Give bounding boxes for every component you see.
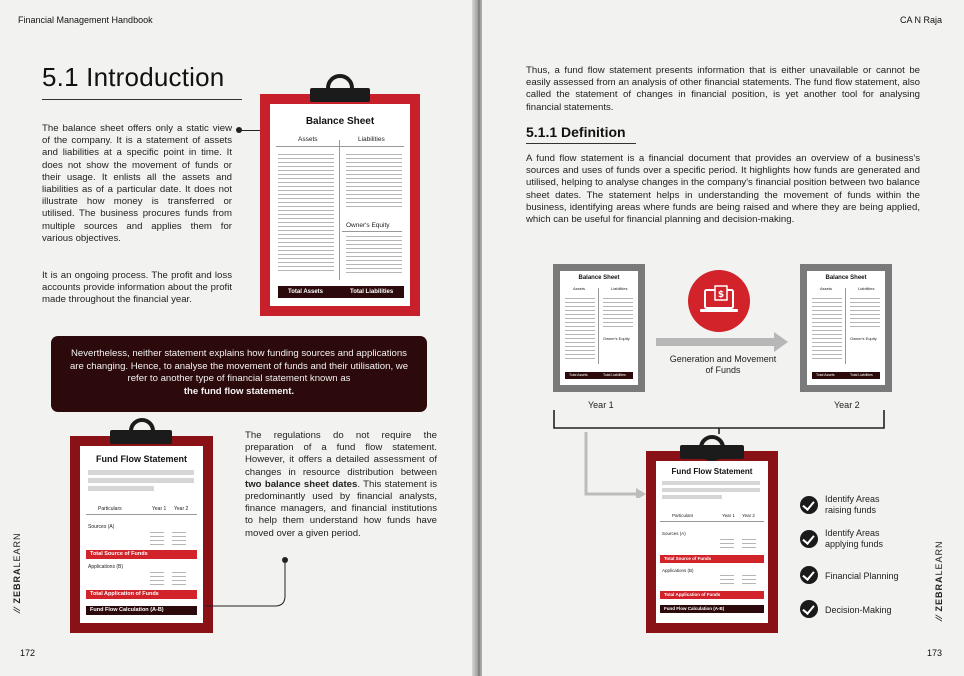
bs1-liabilities: Liabilities xyxy=(611,286,628,291)
para3-bold: two balance sheet dates xyxy=(245,478,358,490)
ffs2-sources: Sources (A) xyxy=(662,531,686,536)
money-laptop-icon xyxy=(688,270,750,332)
section-title: 5.1 Introduction xyxy=(42,62,225,92)
bs-owners-equity: Owner's Equity xyxy=(346,222,390,229)
ffs-placeholder xyxy=(88,470,194,475)
bs-year1-clipboard xyxy=(553,264,645,392)
page-number: 173 xyxy=(926,648,942,658)
bs2-total-assets: Total Assets xyxy=(816,373,835,377)
check-icon xyxy=(800,530,818,548)
bs-equity-lines xyxy=(346,236,402,276)
definition-paragraph: A fund flow statement is a financial document that provides an overview of a business's sources and uses of funds over a specific period. It highlights how funds are generated and utilised, helping to analyse changes in the company's financial position between two balance sheet dates. The statement helps in understanding the movement of funds within the business, identifying areas where funds are being raised and where they are being applied, which can be useful for financial planning and decision-making. xyxy=(526,153,920,226)
check-item-1: Identify Areas raising funds xyxy=(825,494,880,515)
bs-liability-lines xyxy=(346,154,402,210)
intro-paragraph: Thus, a fund flow statement presents information that is either unavailable or cannot be easily assessed from an analysis of other financial statements. The fund flow statement, also called the statement of changes in financial position, is yet another tool for analysing financial statements. xyxy=(526,65,920,113)
running-header: CA N Raja xyxy=(899,15,942,25)
connector-dot xyxy=(236,127,242,133)
bs-divider xyxy=(339,140,340,280)
bs-equity-rule xyxy=(342,231,402,232)
year1-label: Year 1 xyxy=(588,400,614,410)
bs-asset-lines xyxy=(278,154,334,274)
bs1-total-assets: Total Assets xyxy=(569,373,588,377)
ffs-total-applications: Total Application of Funds xyxy=(86,590,197,599)
page-number: 172 xyxy=(20,648,36,658)
ffs-placeholder xyxy=(88,486,154,491)
bs1-total-liabilities: Total Liabilities xyxy=(603,373,626,377)
ffs2-title: Fund Flow Statement xyxy=(671,467,753,476)
bs-year2-clipboard xyxy=(800,264,892,392)
pl-paragraph: It is an ongoing process. The profit and loss accounts provide information about the profit made throughout the financial year. xyxy=(42,270,232,306)
ffs-placeholder xyxy=(88,478,194,483)
ffs-lines xyxy=(150,572,164,588)
svg-text:$: $ xyxy=(717,290,725,300)
ffs-sources: Sources (A) xyxy=(88,524,115,530)
running-header: Financial Management Handbook xyxy=(18,15,153,25)
right-page xyxy=(482,0,964,676)
highlight-note xyxy=(51,336,427,412)
bs1-equity: Owner's Equity xyxy=(603,336,630,341)
intro-paragraph: The balance sheet offers only a static view of the company. It is a statement of assets and liabilities at a specific point in time. It does not show the movement of funds or their usage. It enlists all the assets and liabilities as of a particular date. It does not illustrate how money is transferred or utilised. The business procures funds from multiple sources and applies them for various objectives. xyxy=(42,123,232,244)
note-bold-text: the fund flow statement. xyxy=(183,385,295,397)
check-item-2: Identify Areas applying funds xyxy=(825,528,884,549)
clip-clamp xyxy=(680,445,744,459)
bs2-title: Balance Sheet xyxy=(825,275,867,281)
bs-liabilities-header: Liabilities xyxy=(358,136,385,143)
connector-curve xyxy=(205,556,295,612)
ffs-total-sources: Total Source of Funds xyxy=(86,550,197,559)
bs-total-liabilities: Total Liabilities xyxy=(350,289,394,295)
bs2-liabilities: Liabilities xyxy=(858,286,875,291)
flow-arrow-head xyxy=(774,332,788,352)
title-rule xyxy=(42,99,242,100)
year2-label: Year 2 xyxy=(834,400,860,410)
check-item-3: Financial Planning xyxy=(825,571,899,581)
bs1-lines xyxy=(603,298,633,330)
regulations-paragraph xyxy=(245,430,437,540)
left-page xyxy=(0,0,478,676)
ffs-applications: Applications (B) xyxy=(88,564,124,570)
ffs-lines xyxy=(172,532,186,548)
ffs-particulars: Particulars xyxy=(98,506,122,512)
para3-part-a: The regulations do not require the preparation of a fund flow statement. However, it offers a detailed assessment of changes in resource distribution between xyxy=(245,430,437,478)
subsection-title: 5.1.1 Definition xyxy=(526,124,626,140)
check-item-4: Decision-Making xyxy=(825,605,892,615)
ffs-diagram-clipboard xyxy=(646,451,778,633)
fund-flow-clipboard xyxy=(70,436,213,633)
ffs2-year2: Year 2 xyxy=(742,513,755,518)
ffs-year1: Year 1 xyxy=(152,506,167,512)
brand-logo: ⁄⁄ ZEBRALEARN xyxy=(12,532,22,612)
para3-part-b: . This statement is predominantly used by financial analysts, finance managers, and financial institutions to help them understand how funds have moved over a given period. xyxy=(245,478,437,539)
brand-logo: ⁄⁄ ZEBRALEARN xyxy=(934,540,944,620)
ffs-year2: Year 2 xyxy=(174,506,189,512)
bs2-lines xyxy=(850,298,880,330)
ffs2-total-applications: Total Application of Funds xyxy=(660,591,764,599)
clip-clamp xyxy=(310,88,370,102)
flow-label: Generation and Movement of Funds xyxy=(669,354,777,375)
bs1-assets: Assets xyxy=(573,286,586,291)
bs-header-rule xyxy=(276,146,404,147)
note-text: Nevertheless, neither statement explains how funding sources and applications are changing. Hence, to analyse the movement of funds and their utilisation, we refer to another type of financial statement known as xyxy=(69,348,409,384)
check-icon xyxy=(800,566,818,584)
clip-clamp xyxy=(110,430,172,444)
bs2-assets: Assets xyxy=(820,286,833,291)
flow-arrow-shaft xyxy=(656,338,776,346)
check-icon xyxy=(800,600,818,618)
bs2-equity: Owner's Equity xyxy=(850,336,877,341)
bs-title: Balance Sheet xyxy=(305,116,375,127)
ffs2-particulars: Particulars xyxy=(672,513,694,518)
bs2-lines xyxy=(812,298,842,362)
ffs-lines xyxy=(150,532,164,548)
ffs-header-rule xyxy=(86,514,197,515)
bs-total-assets: Total Assets xyxy=(288,289,324,295)
bs2-total-liabilities: Total Liabilities xyxy=(850,373,873,377)
bs1-lines xyxy=(565,298,595,362)
ffs-lines xyxy=(172,572,186,588)
balance-sheet-clipboard xyxy=(260,94,420,316)
ffs2-calculation: Fund Flow Calculation (A-B) xyxy=(660,605,764,613)
ffs2-applications: Applications (B) xyxy=(662,568,694,573)
subtitle-rule xyxy=(526,143,636,144)
bs-assets-header: Assets xyxy=(298,136,318,143)
ffs2-year1: Year 1 xyxy=(722,513,735,518)
ffs2-total-sources: Total Source of Funds xyxy=(660,555,764,563)
bs1-title: Balance Sheet xyxy=(578,275,620,281)
ffs-calculation: Fund Flow Calculation (A-B) xyxy=(86,606,197,615)
ffs-title: Fund Flow Statement xyxy=(96,454,187,464)
check-icon xyxy=(800,496,818,514)
